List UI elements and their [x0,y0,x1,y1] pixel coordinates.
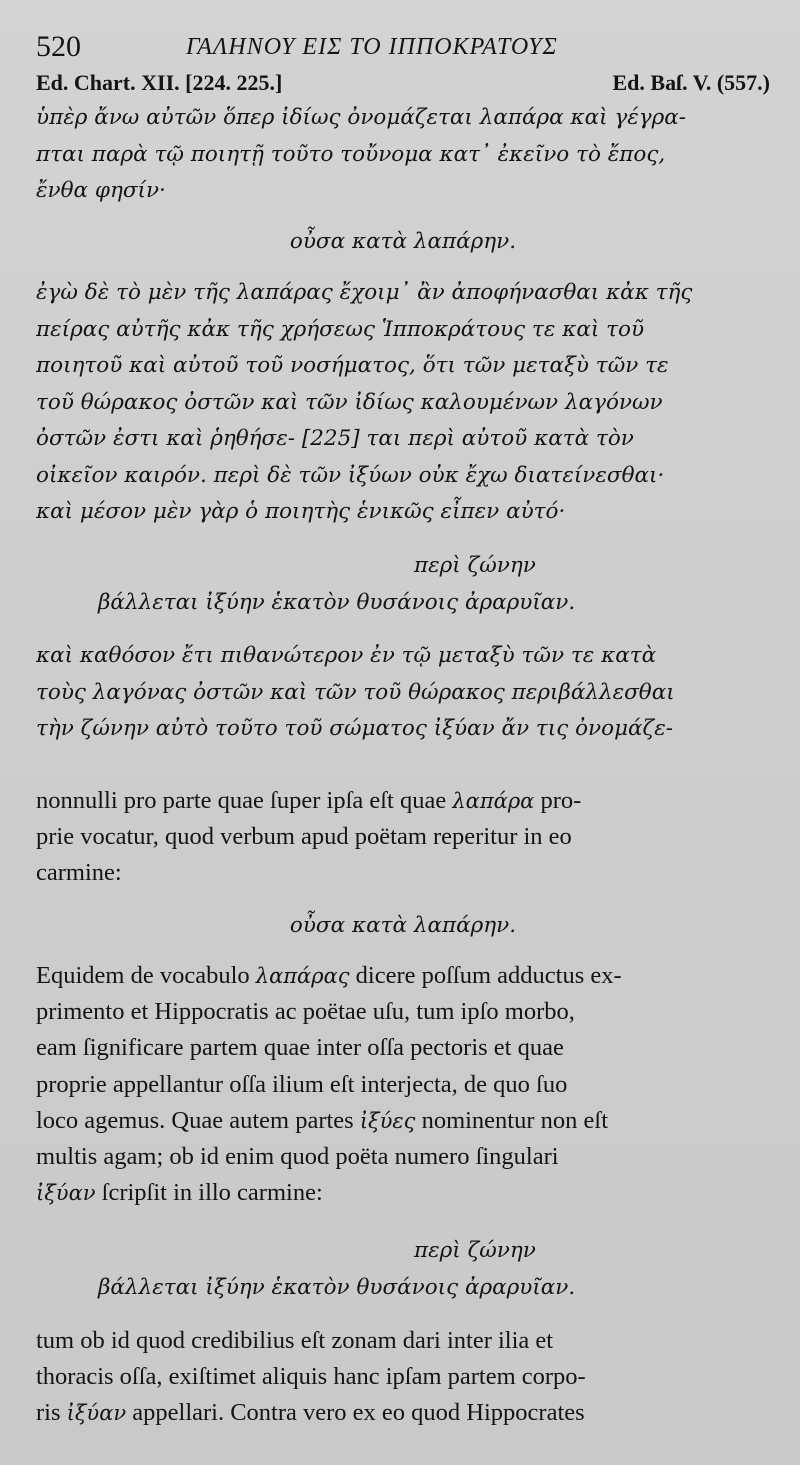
text-line: prie vocatur, quod verbum apud poëtam reperitur in eo [36,823,572,851]
verse-line: περὶ ζώνην [414,1238,536,1263]
text-line: ἐγὼ δὲ τὸ μὲν τῆς λαπάρας ἔχοιμ᾿ ἂν ἀποφήνασθαι κἀκ τῆς [36,280,693,305]
latin-verse-quote-1 [36,908,770,945]
latin-paragraph-2 [36,958,770,1211]
text-line: ἔνθα φησίν· [36,178,166,203]
edition-reference [36,70,770,104]
text-line: ποιητοῦ καὶ αὐτοῦ τοῦ νοσήματος, ὅτι τῶν μεταξὺ τῶν τε [36,353,669,378]
page-number: 520 [36,30,81,63]
running-title: ΓΑΛΗΝΟΥ ΕΙΣ ΤΟ ΙΠΠΟΚΡΑΤΟΥΣ [186,34,558,60]
text-line: primento et Hippocratis ac poëtae uſu, tum ipſo morbo, [36,998,575,1026]
text-line: καὶ καθόσον ἔτι πιθανώτερον ἐν τῷ μεταξὺ τῶν τε κατὰ [36,643,657,668]
verse-line: οὖσα κατὰ λαπάρην. [289,229,517,254]
text-line: οἰκεῖον καιρόν. περὶ δὲ τῶν ἰξύων οὐκ ἔχω διατείνεσθαι· [36,462,665,488]
verse-line: βάλλεται ἰξύην ἑκατὸν θυσάνοις ἀραρυῖαν. [98,589,576,615]
greek-verse-quote-2 [36,548,770,621]
verse-line: βάλλεται ἰξύην ἑκατὸν θυσάνοις ἀραρυῖαν. [98,1274,576,1300]
text-line: Equidem de vocabulo λαπάρας dicere poſſum adductus ex- [36,962,622,989]
greek-paragraph-1 [36,100,770,210]
text-line: ἰξύαν ſcripſit in illo carmine: [36,1179,323,1207]
verse-line: οὖσα κατὰ λαπάρην. [289,913,517,938]
greek-verse-quote-1 [36,224,770,261]
text-line: tum ob id quod credibilius eſt zonam dari inter ilia et [36,1327,554,1354]
latin-verse-quote-2 [36,1233,770,1306]
text-line: πείρας αὐτῆς κἀκ τῆς χρήσεως Ἱπποκράτους τε καὶ τοῦ [36,316,645,342]
text-line: τοὺς λαγόνας ὀστῶν καὶ τῶν τοῦ θώρακος περιβάλλεσθαι [36,679,675,705]
text-line: ris ἰξύαν appellari. Contra vero ex eo quod Hippocrates [36,1399,585,1427]
text-line: proprie appellantur oſſa ilium eſt interjecta, de quo ſuo [36,1070,568,1098]
text-line: eam ſignificare partem quae inter oſſa pectoris et quae [36,1034,564,1062]
text-line: ὀστῶν ἐστι καὶ ῥηθήσε- [225] ται περὶ αὐτοῦ κατὰ τὸν [36,426,634,451]
text-line: carmine: [36,859,122,887]
edition-chartier: Ed. Chart. XII. [224. 225.] [36,70,283,95]
text-line: καὶ μέσον μὲν γὰρ ὁ ποιητὴς ἑνικῶς εἶπεν αὐτό· [36,499,566,524]
verse-line: περὶ ζώνην [414,553,536,578]
greek-paragraph-3 [36,638,770,748]
greek-paragraph-2 [36,275,770,531]
text-line: thoracis oſſa, exiſtimet aliquis hanc ipſam partem corpo- [36,1363,586,1391]
text-line: ὑπὲρ ἄνω αὐτῶν ὅπερ ἰδίως ὀνομάζεται λαπάρα καὶ γέγρα- [36,105,687,130]
latin-paragraph-1 [36,783,770,892]
text-line: πται παρὰ τῷ ποιητῇ τοῦτο τοὔνομα κατ᾿ ἐκεῖνο τὸ ἔπος, [36,141,666,167]
latin-paragraph-3 [36,1323,770,1432]
text-line: nonnulli pro parte quae ſuper ipſa eſt quae λαπάρα pro- [36,787,582,814]
text-line: multis agam; ob id enim quod poëta numero ſingulari [36,1143,559,1171]
text-line: loco agemus. Quae autem partes ἰξύες nominentur non eſt [36,1106,609,1134]
edition-basel: Ed. Baſ. V. (557.) [612,70,770,95]
text-line: τοῦ θώρακος ὀστῶν καὶ τῶν ἰδίως καλουμένων λαγόνων [36,389,663,415]
text-line: τὴν ζώνην αὐτὸ τοῦτο τοῦ σώματος ἰξύαν ἄν τις ὀνομάζε- [36,716,674,741]
page-header [36,30,770,70]
